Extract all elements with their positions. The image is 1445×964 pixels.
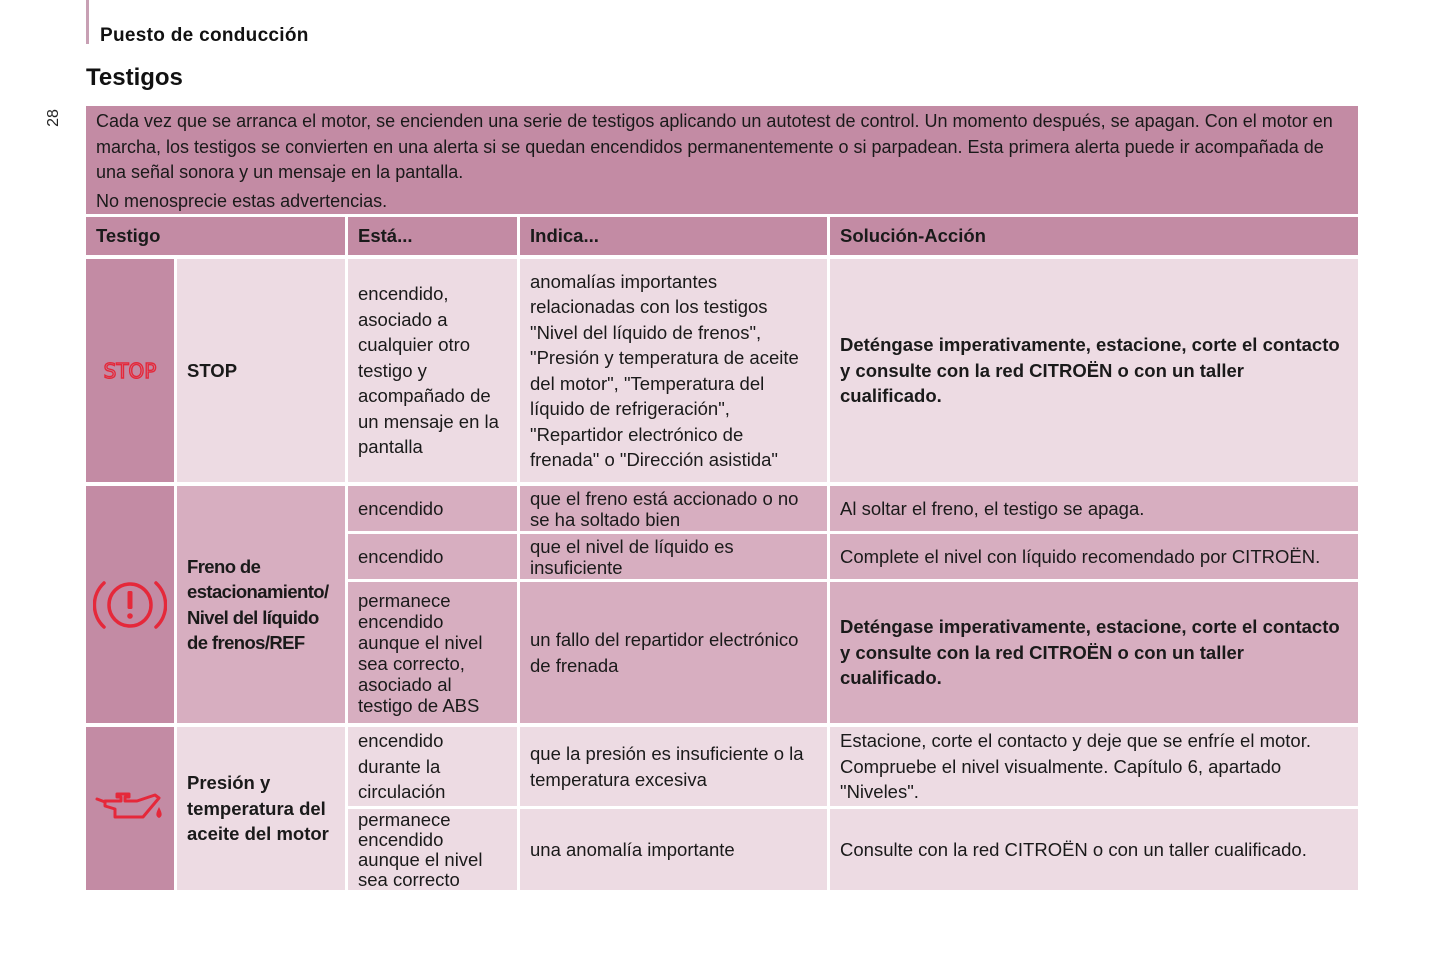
state-cell: permanece encendido aunque el nivel sea correcto [348, 809, 517, 890]
intro-paragraph: Cada vez que se arranca el motor, se encienden una serie de testigos aplicando un autotest de control. Un momento después, se apagan. Con el motor en marcha, los testigos se convierten en una alerta si se quedan encendidos permanentemente o si parpadean. Esta primera alerta puede ir acompañada de una señal sonora y un mensaje en la pantalla. [96, 111, 1333, 182]
action-cell: Estacione, corte el contacto y deje que se enfríe el motor. Compruebe el nivel visualmente. Capítulo 6, apartado "Niveles". [830, 727, 1358, 806]
page-title: Testigos [86, 64, 183, 91]
action-cell: Consulte con la red CITROËN o con un taller cualificado. [830, 809, 1358, 890]
action-cell: Al soltar el freno, el testigo se apaga. [830, 486, 1358, 531]
table-row-icon-cell [86, 259, 174, 482]
table-row-icon-cell [86, 486, 174, 723]
svg-text:STOP: STOP [103, 358, 157, 383]
indicates-cell: que el nivel de líquido es insuficiente [520, 534, 827, 579]
state-cell: permanece encendido aunque el nivel sea correcto, asociado al testigo de ABS [348, 582, 517, 723]
action-cell: Deténgase imperativamente, estacione, corte el contacto y consulte con la red CITROËN o con un taller cualificado. [830, 582, 1358, 723]
state-cell: encendido, asociado a cualquier otro testigo y acompañado de un mensaje en la pantalla [348, 259, 517, 482]
intro-box [86, 106, 1358, 214]
indicates-cell: una anomalía importante [520, 809, 827, 890]
stop-warning-icon [91, 358, 169, 384]
state-cell: encendido durante la circulación [348, 727, 517, 806]
brake-warning-icon [93, 575, 167, 635]
state-cell: encendido [348, 486, 517, 531]
state-cell: encendido [348, 534, 517, 579]
indicates-cell: que el freno está accionado o no se ha soltado bien [520, 486, 827, 531]
column-header-indica: Indica... [520, 217, 827, 255]
indicates-cell: un fallo del repartidor electrónico de frenada [520, 582, 827, 723]
oil-pressure-icon [93, 789, 167, 829]
action-cell: Complete el nivel con líquido recomendado por CITROËN. [830, 534, 1358, 579]
column-header-solucion: Solución-Acción [830, 217, 1358, 255]
column-header-esta: Está... [348, 217, 517, 255]
warning-name: Presión y temperatura del aceite del motor [177, 727, 345, 890]
warning-name: STOP [177, 259, 345, 482]
indicates-cell: anomalías importantes relacionadas con los testigos "Nivel del líquido de frenos", "Presión y temperatura de aceite del motor", "Temperatura del líquido de refrigeración", "Repartidor electrónico de frenada" o "Dirección asistida" [520, 259, 827, 482]
section-heading: Puesto de conducción [100, 25, 309, 46]
warning-name: Freno de estacionamiento/ Nivel del líquido de frenos/REF [177, 486, 345, 723]
page-number: 28 [45, 109, 62, 127]
indicates-cell: que la presión es insuficiente o la temperatura excesiva [520, 727, 827, 806]
action-cell: Deténgase imperativamente, estacione, corte el contacto y consulte con la red CITROËN o con un taller cualificado. [830, 259, 1358, 482]
intro-warning: No menosprecie estas advertencias. [96, 190, 388, 211]
table-row-icon-cell [86, 727, 174, 890]
column-header-testigo: Testigo [86, 217, 345, 255]
header-accent-bar [86, 0, 89, 44]
